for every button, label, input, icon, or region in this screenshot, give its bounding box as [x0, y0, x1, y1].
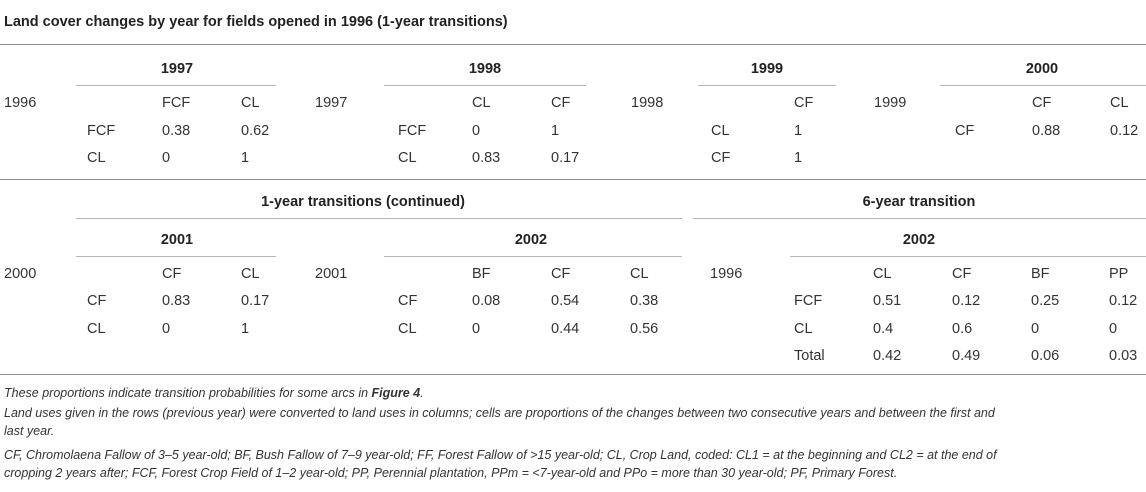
cell-value: 0.38: [162, 123, 191, 139]
rule-1997: [76, 85, 276, 86]
bottom-rule: [0, 374, 1146, 375]
row-year-1996: 1996: [710, 266, 743, 282]
col-label: CL: [241, 266, 260, 282]
row-label: CF: [955, 123, 975, 139]
cell-value: 1: [551, 123, 560, 139]
col-label: CF: [794, 95, 814, 111]
rule-2002: [384, 256, 682, 257]
top-rule: [0, 44, 1146, 45]
cell-value: 0.83: [162, 293, 191, 309]
cell-value: 0: [162, 321, 171, 337]
cell-value: 0.42: [873, 348, 902, 364]
cell-value: 0.54: [551, 293, 580, 309]
footnote-4: CF, Chromolaena Fallow of 3–5 year-old; BF, Bush Fallow of 7–9 year-old; FF, Forest Fallow of >15 year-old; CL, Crop Land, coded: CL1 = at the beginning and CL2 = at the end of: [4, 448, 997, 462]
block-separator: [0, 179, 1146, 180]
cell-value: 0.17: [241, 293, 270, 309]
cell-value: 1: [241, 321, 250, 337]
row-label: CL: [794, 321, 813, 337]
cell-value: 0: [472, 321, 481, 337]
rule-1998: [384, 85, 586, 86]
cell-value: 0.44: [551, 321, 580, 337]
cell-value: 0.6: [952, 321, 973, 337]
col-label: CF: [162, 266, 182, 282]
row-year-2001: 2001: [315, 266, 348, 282]
cell-value: 0: [1109, 321, 1118, 337]
row-label: FCF: [398, 123, 427, 139]
row-label: CL: [87, 150, 106, 166]
row-year-2000: 2000: [4, 266, 37, 282]
col-label: CF: [952, 266, 972, 282]
col-label: CL: [630, 266, 649, 282]
rule-6yr: [693, 218, 1146, 219]
cell-value: 0: [472, 123, 481, 139]
header-1998: 1998: [468, 61, 502, 77]
row-year-1998: 1998: [631, 95, 664, 111]
cell-value: 0.51: [873, 293, 902, 309]
row-year-1999: 1999: [874, 95, 907, 111]
figure-4-link[interactable]: Figure 4: [371, 386, 421, 400]
rule-6yr-2002: [790, 256, 1146, 257]
header-1997: 1997: [160, 61, 194, 77]
header-2002: 2002: [514, 232, 548, 248]
cell-value: 0.25: [1031, 293, 1060, 309]
footnote-3: last year.: [4, 424, 55, 438]
col-label: BF: [1031, 266, 1050, 282]
cell-value: 0.03: [1109, 348, 1138, 364]
col-label: CF: [1032, 95, 1052, 111]
cell-value: 0: [162, 150, 171, 166]
row-label: CF: [87, 293, 107, 309]
table-title: Land cover changes by year for fields opened in 1996 (1-year transitions): [4, 14, 508, 30]
cell-value: 0.56: [630, 321, 659, 337]
cell-value: 0.88: [1032, 123, 1061, 139]
rule-1999: [698, 85, 836, 86]
footnote-1: [4, 384, 424, 402]
col-label: PP: [1109, 266, 1129, 282]
cell-value: 1: [794, 123, 803, 139]
row-label: CF: [711, 150, 731, 166]
cell-value: 0.12: [1110, 123, 1139, 139]
cell-value: 0.12: [1109, 293, 1138, 309]
header-6yr: 6-year transition: [862, 194, 976, 210]
footnote-5: cropping 2 years after; FCF, Forest Crop Field of 1–2 year-old; PP, Perennial plantation, PPm = <7-year-old and PPo = more than 30 year-old; PF, Primary Forest.: [4, 466, 898, 480]
footnote-1-text: These proportions indicate transition probabilities for some arcs in: [4, 386, 372, 400]
row-label: CL: [398, 150, 417, 166]
col-label: CL: [873, 266, 892, 282]
cell-value: 0.17: [551, 150, 580, 166]
cell-value: 1: [241, 150, 250, 166]
rule-2000: [940, 85, 1146, 86]
cell-value: 0.62: [241, 123, 270, 139]
header-2000: 2000: [1025, 61, 1059, 77]
col-label: CF: [551, 266, 571, 282]
row-label: FCF: [87, 123, 116, 139]
cell-value: 0.38: [630, 293, 659, 309]
row-label: CL: [711, 123, 730, 139]
footnote-1-end: .: [420, 386, 424, 400]
cell-value: 0.12: [952, 293, 981, 309]
cell-value: 1: [794, 150, 803, 166]
row-label: FCF: [794, 293, 823, 309]
row-label: CF: [398, 293, 418, 309]
header-2001: 2001: [160, 232, 194, 248]
col-label: CL: [1110, 95, 1129, 111]
col-label: BF: [472, 266, 491, 282]
cell-value: 0.83: [472, 150, 501, 166]
footnote-2: Land uses given in the rows (previous year) were converted to land uses in columns; cells are proportions of the changes between two consecutive years and between the first and: [4, 406, 995, 420]
col-label: CL: [241, 95, 260, 111]
row-label: CL: [87, 321, 106, 337]
col-label: CL: [472, 95, 491, 111]
row-year-1996: 1996: [4, 95, 37, 111]
row-label: CL: [398, 321, 417, 337]
cell-value: 0: [1031, 321, 1040, 337]
row-year-1997: 1997: [315, 95, 348, 111]
cell-value: 0.08: [472, 293, 501, 309]
header-6yr-2002: 2002: [902, 232, 936, 248]
col-label: CF: [551, 95, 571, 111]
rule-2001: [76, 256, 276, 257]
rule-1yr-continued: [76, 218, 682, 219]
cell-value: 0.49: [952, 348, 981, 364]
col-label: FCF: [162, 95, 191, 111]
header-1999: 1999: [750, 61, 784, 77]
row-label: Total: [794, 348, 825, 364]
header-1yr-continued: 1-year transitions (continued): [261, 194, 465, 210]
cell-value: 0.4: [873, 321, 894, 337]
cell-value: 0.06: [1031, 348, 1060, 364]
